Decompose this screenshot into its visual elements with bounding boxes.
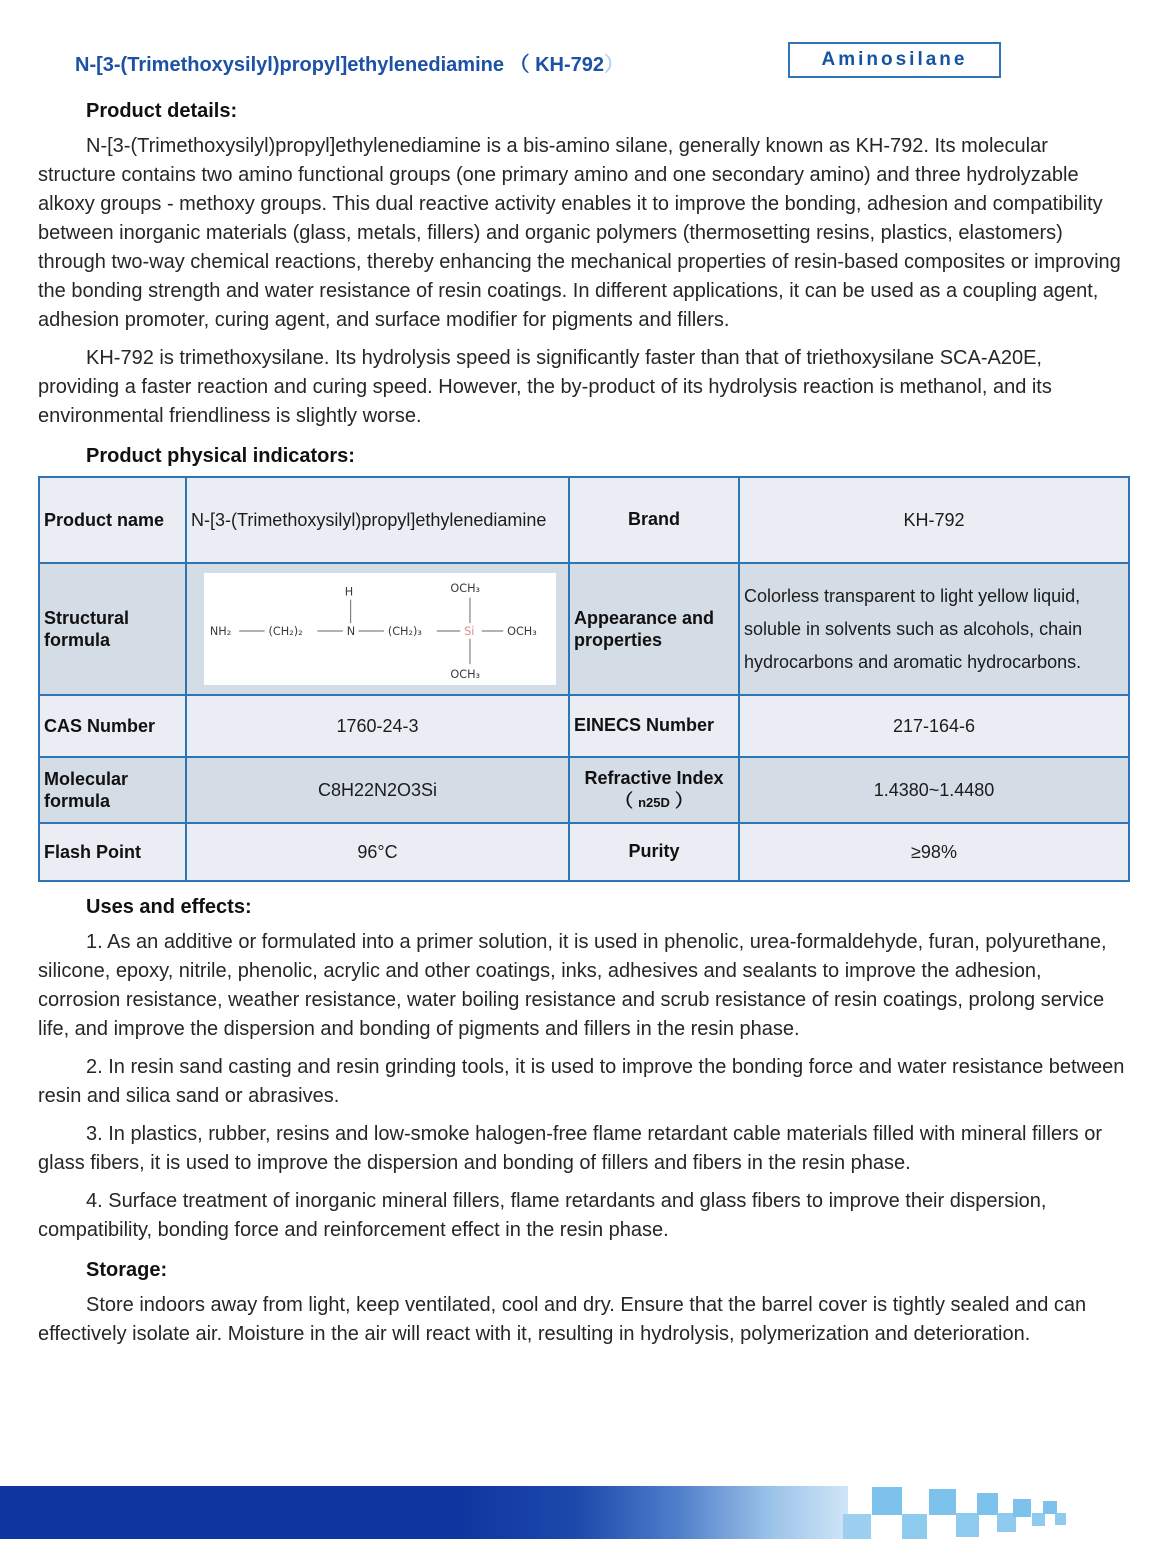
table-row [39, 563, 1129, 695]
cell-cas-label: CAS Number [39, 695, 186, 757]
page-header [0, 42, 1153, 86]
refractive-notation: n25D [638, 795, 670, 810]
page-title-closing-paren: ） [604, 54, 625, 76]
formula-h: H [344, 585, 354, 599]
section-heading-uses: Uses and effects: [86, 896, 252, 918]
refractive-label-suffix: ） [669, 791, 693, 811]
pixel-square [956, 1513, 979, 1537]
section-heading-storage: Storage: [86, 1259, 168, 1281]
formula-och3-bottom: OCH₃ [450, 667, 481, 681]
cell-purity-label: Purity [569, 823, 739, 881]
cell-purity-value: ≥98% [739, 823, 1129, 881]
pixel-square [977, 1493, 998, 1515]
storage-paragraph: Store indoors away from light, keep ventilated, cool and dry. Ensure that the barrel cover is tightly sealed and can effectively isolate air. Moisture in the air will react with it, resulting in hydrolysis, polymerization and deterioration. [38, 1294, 1087, 1345]
cell-brand-value: KH-792 [739, 477, 1129, 563]
cell-refractive-index-label [569, 757, 739, 823]
pixel-square [902, 1514, 927, 1539]
cell-structural-formula-label: Structural formula [39, 563, 186, 695]
table-row [39, 695, 1129, 757]
structural-formula-svg [204, 573, 556, 685]
pixel-square [1032, 1513, 1045, 1526]
cell-cas-value: 1760-24-3 [186, 695, 569, 757]
section-heading-product-details: Product details: [86, 100, 238, 122]
formula-chain2: (CH₂)₃ [387, 624, 422, 638]
badge-label: Aminosilane [821, 49, 968, 70]
structural-formula-diagram [204, 573, 556, 685]
cell-product-name-label: Product name [39, 477, 186, 563]
table-row [39, 757, 1129, 823]
formula-si: Si [464, 624, 475, 638]
page-title [75, 48, 624, 77]
cell-appearance-label: Appearance and properties [569, 563, 739, 695]
table-row [39, 823, 1129, 881]
product-details-paragraph-2: KH-792 is trimethoxysilane. Its hydrolysis speed is significantly faster than that of triethoxysilane SCA-A20E, providing a faster reaction and curing speed. However, the by-product of its hydrolysis reaction is methanol, and its environmental friendliness is slightly worse. [38, 347, 1052, 427]
cell-brand-label: Brand [569, 477, 739, 563]
cell-flash-point-label: Flash Point [39, 823, 186, 881]
pixel-square [872, 1487, 902, 1515]
page-title-text: N-[3-(Trimethoxysilyl)propyl]ethylenediamine （ KH-792 [75, 54, 605, 76]
pixel-square [1013, 1499, 1031, 1517]
pixel-square [1055, 1513, 1066, 1525]
uses-paragraph-4: 4. Surface treatment of inorganic mineral fillers, flame retardants and glass fibers to improve their dispersion, compatibility, bonding force and reinforcement effect in the resin phase. [38, 1190, 1047, 1241]
uses-paragraph-3: 3. In plastics, rubber, resins and low-smoke halogen-free flame retardant cable materials filled with mineral fillers or glass fibers, it is used to improve the dispersion and bonding of fillers and fibers in the resin phase. [38, 1123, 1103, 1174]
cell-molecular-formula-label: Molecular formula [39, 757, 186, 823]
uses-paragraph-2: 2. In resin sand casting and resin grinding tools, it is used to improve the bonding force and water resistance between resin and silica sand or abrasives. [38, 1056, 1125, 1107]
formula-n: N [346, 624, 356, 638]
formula-nh2: NH₂ [209, 624, 232, 638]
table-row [39, 477, 1129, 563]
cell-molecular-formula-value: C8H22N2O3Si [186, 757, 569, 823]
section-heading-physical-indicators: Product physical indicators: [86, 445, 355, 467]
cell-refractive-index-value: 1.4380~1.4480 [739, 757, 1129, 823]
product-category-badge [788, 42, 1001, 78]
pixel-square [929, 1489, 956, 1515]
refractive-label-text: Refractive Index （ [584, 767, 724, 811]
uses-paragraph-1: 1. As an additive or formulated into a primer solution, it is used in phenolic, urea-formaldehyde, furan, polyurethane, silicone, epoxy, nitrile, phenolic, acrylic and other coatings, inks, adhesives and sealants to improve the adhesion, corrosion resistance, weather resistance, water boiling resistance and scrub resistance of resin coatings, prolong service life, and improve the dispersion and bonding of pigments and fillers in the resin phase. [38, 931, 1107, 1040]
cell-einecs-label: EINECS Number [569, 695, 739, 757]
cell-appearance-value: Colorless transparent to light yellow liquid, soluble in solvents such as alcohols, chain hydrocarbons and aromatic hydrocarbons. [739, 563, 1129, 695]
formula-och3-right: OCH₃ [507, 624, 537, 638]
pixel-square [843, 1514, 871, 1539]
cell-product-name-value: N-[3-(Trimethoxysilyl)propyl]ethylenediamine [186, 477, 569, 563]
cell-structural-formula-value [186, 563, 569, 695]
formula-chain1: (CH₂)₂ [268, 624, 303, 638]
formula-och3-top: OCH₃ [450, 581, 481, 595]
physical-indicators-table [38, 476, 1130, 882]
cell-flash-point-value: 96°C [186, 823, 569, 881]
footer-gradient-bar [0, 1486, 848, 1539]
cell-einecs-value: 217-164-6 [739, 695, 1129, 757]
product-details-paragraph-1: N-[3-(Trimethoxysilyl)propyl]ethylenediamine is a bis-amino silane, generally known as KH-792. Its molecular structure contains two amino functional groups (one primary amino and one secondary amino) and three hydrolyzable alkoxy groups - methoxy groups. This dual reactive activity enables it to improve the bonding, adhesion and compatibility between inorganic materials (glass, metals, fillers) and organic polymers (thermosetting resins, plastics, elastomers) through two-way chemical reactions, thereby enhancing the mechanical properties of resin-based composites or improving the bonding strength and water resistance of resin coatings. In different applications, it can be used as a coupling agent, adhesion promoter, curing agent, and surface modifier for pigments and fillers. [38, 135, 1121, 331]
